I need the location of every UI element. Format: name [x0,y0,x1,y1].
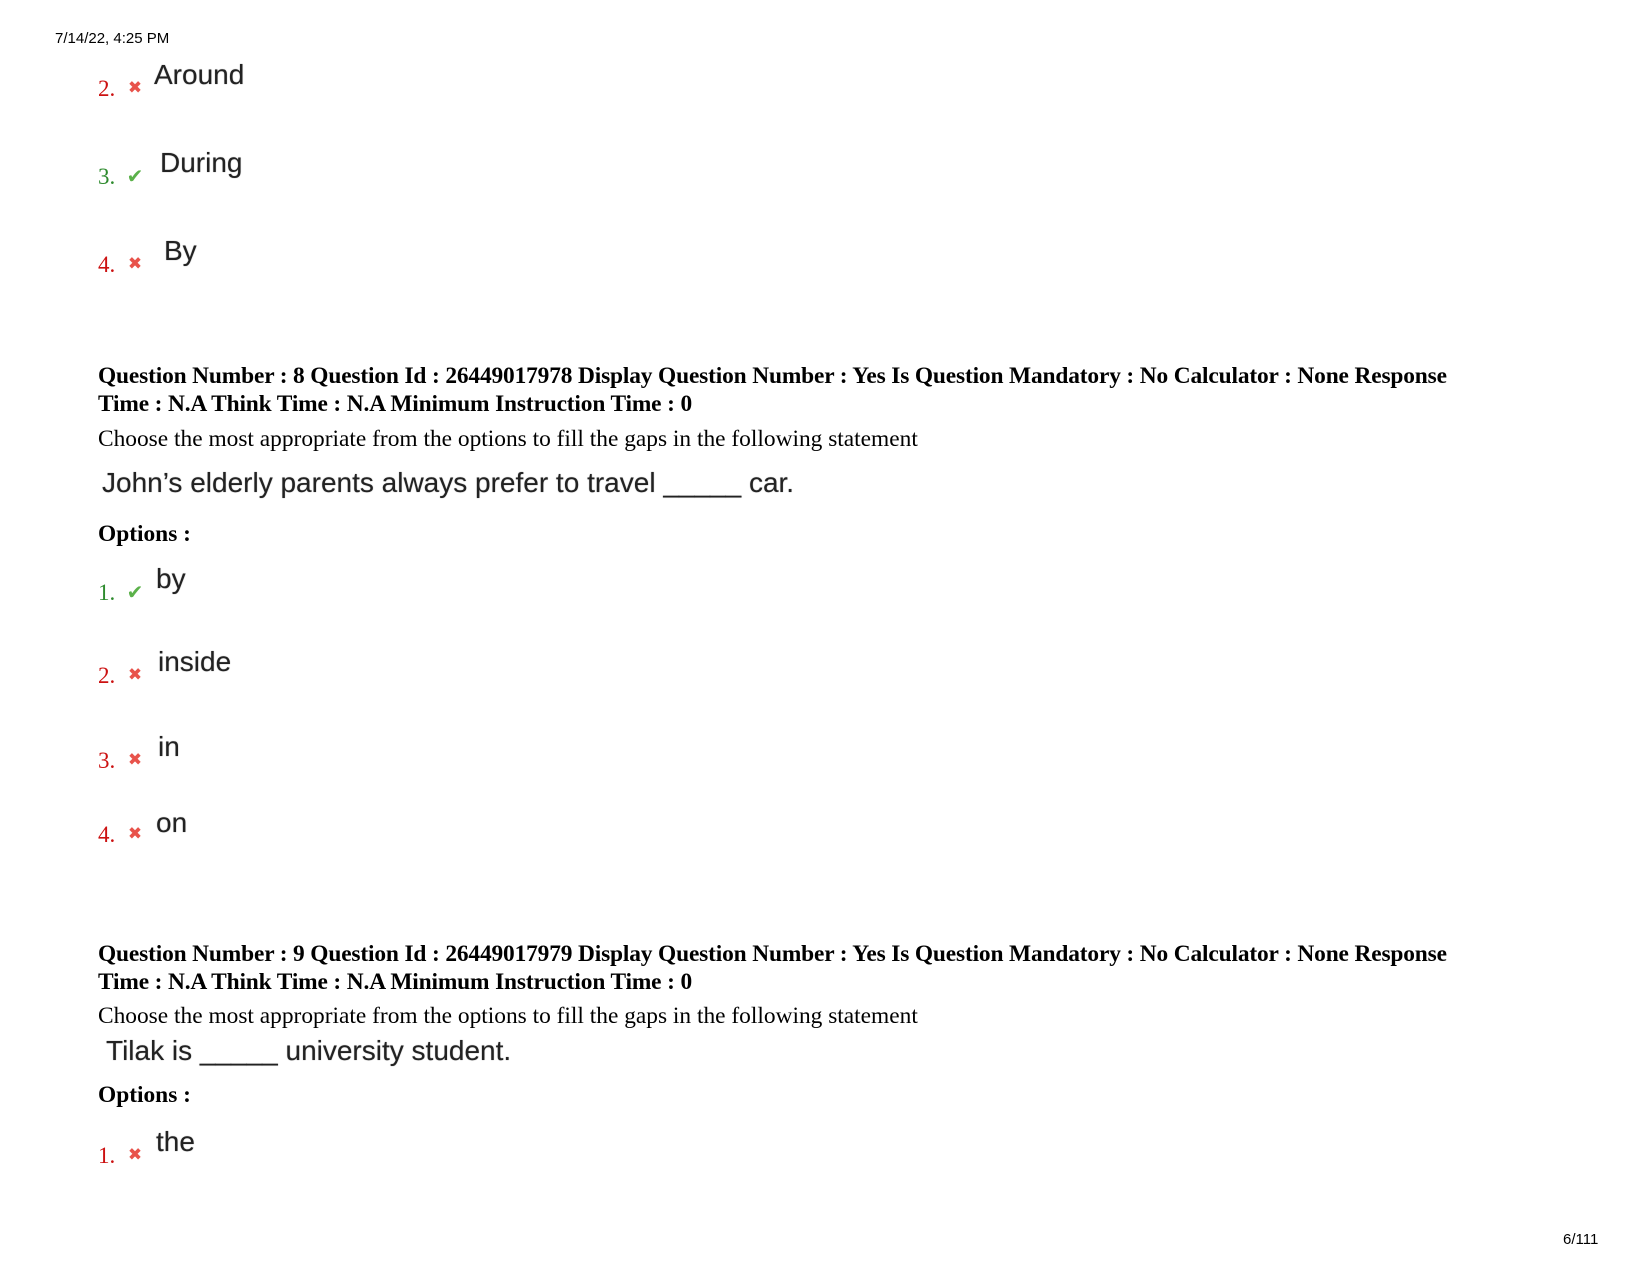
option-text: By [164,235,197,266]
question-9-meta [98,940,1578,996]
q8-option-1 [98,564,498,604]
question-9-options-label: Options : [98,1082,191,1108]
question-meta-line2: Time : N.A Think Time : N.A Minimum Instruction Time : 0 [98,391,692,417]
option-text: inside [158,646,232,677]
cross-icon: ✖ [127,824,143,844]
option-number: 3. [98,748,116,773]
print-timestamp: 7/14/22, 4:25 PM [55,30,170,47]
cross-icon: ✖ [127,665,143,685]
option-text: Around [154,59,245,90]
q9-option-1 [98,1127,498,1167]
option-text: on [156,807,188,838]
page-number: 6/111 [1563,1231,1599,1248]
cross-icon: ✖ [127,1145,143,1165]
cross-icon: ✖ [127,254,143,274]
question-9-statement: Tilak is _____ university student. [106,1035,512,1066]
option-text: in [158,731,180,762]
option-number: 1. [98,580,116,605]
cross-icon: ✖ [127,750,143,770]
option-number: 2. [98,76,116,101]
cross-icon: ✖ [127,78,143,98]
option-number: 1. [98,1143,116,1168]
option-text: by [156,563,186,594]
prev-option-2 [98,60,498,100]
option-number: 4. [98,252,116,277]
prev-option-4 [98,236,498,276]
prev-option-3 [98,148,498,188]
question-meta-line2: Time : N.A Think Time : N.A Minimum Instruction Time : 0 [98,969,692,995]
option-number: 2. [98,663,116,688]
option-number: 4. [98,822,116,847]
q8-option-4 [98,806,498,846]
question-9-instruction: Choose the most appropriate from the options to fill the gaps in the following statement [98,1003,918,1029]
question-8-instruction: Choose the most appropriate from the options to fill the gaps in the following statement [98,426,918,452]
q8-option-2 [98,647,498,687]
check-icon: ✔ [126,164,144,188]
q8-option-3 [98,732,498,772]
question-8-options-label: Options : [98,521,191,547]
option-text: During [160,147,243,178]
option-number: 3. [98,164,116,189]
question-meta-line1: Question Number : 9 Question Id : 26449017979 Display Question Number : Yes Is Question Mandatory : No Calculator : None Response [98,941,1447,967]
question-8-statement: John’s elderly parents always prefer to travel _____ car. [102,467,795,498]
option-text: the [156,1126,195,1157]
question-meta-line1: Question Number : 8 Question Id : 26449017978 Display Question Number : Yes Is Question Mandatory : No Calculator : None Response [98,363,1447,389]
question-8-meta [98,362,1578,418]
check-icon: ✔ [126,580,144,604]
